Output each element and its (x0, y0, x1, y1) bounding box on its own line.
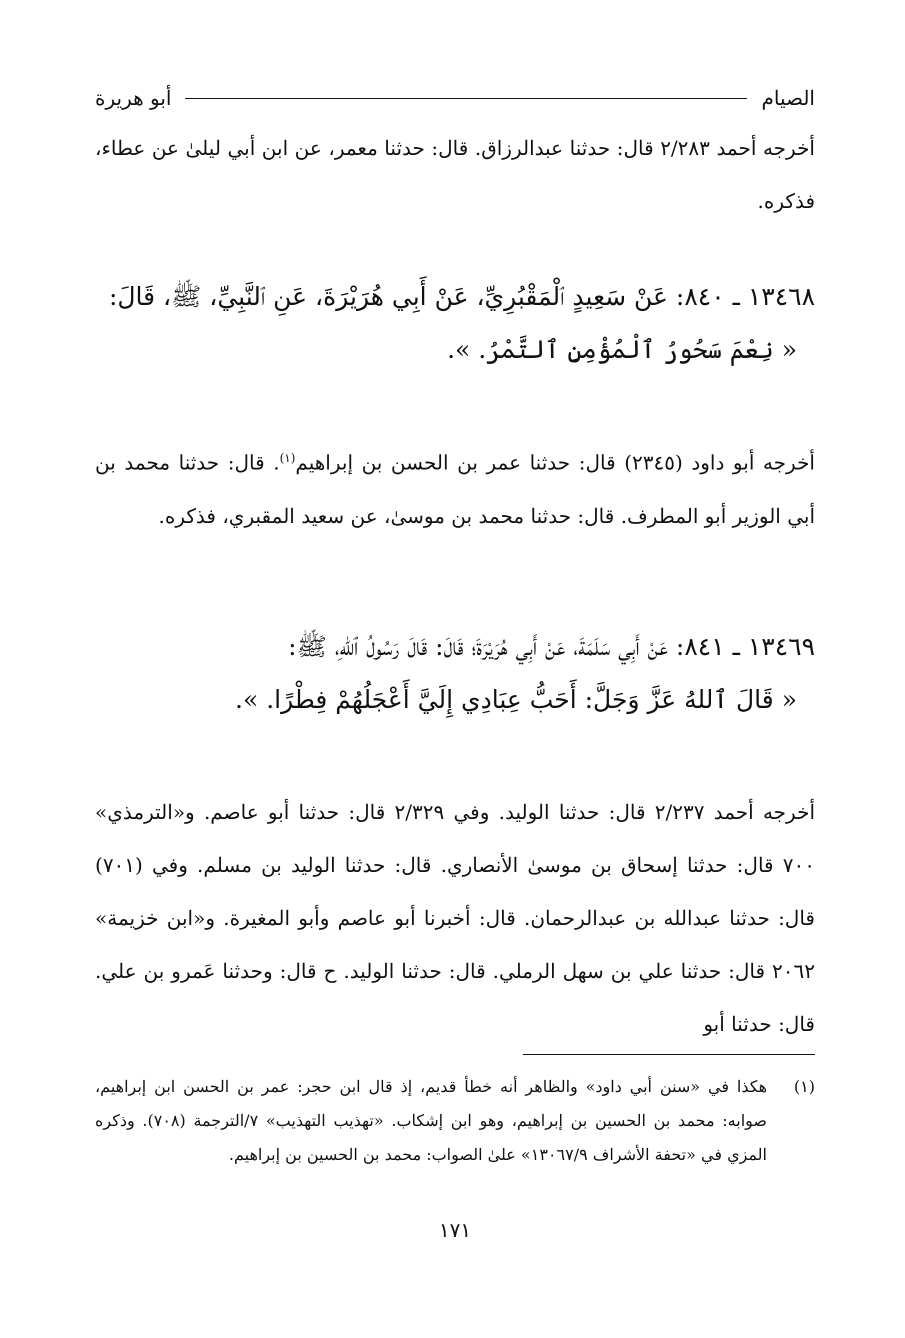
running-header (95, 84, 815, 112)
source-paragraph-1 (95, 122, 815, 228)
footnote-text: هكذا في «سنن أبي داود» والظاهر أنه خطأ قديم، إذ قال ابن حجر: عمر بن الحسن ابن إبراهيم، صوابه: محمد بن الحسين بن إبراهيم، وهو ابن إشكاب. «تهذيب التهذيب» ٧/الترجمة (٧٠٨). وذكره المزي في «تحفة الأشراف ١٣٠٦٧/٩» علىٰ الصواب: محمد بن الحسين بن إبراهيم. (95, 1077, 768, 1164)
page-number: ١٧١ (438, 1218, 472, 1242)
source-text-continued: . قال: حدثنا محمد بن أبي الوزير أبو المطرف. قال: حدثنا محمد بن موسىٰ، عن سعيد المقبري، فذكره. (95, 450, 815, 528)
hadith-isnad: ١٣٤٦٩ ـ ٨٤١: عَنْ أَبِي سَلَمَةَ، عَنْ أَبِي هُرَيْرَةَ؛ قَالَ: قَالَ رَسُولُ ٱللهِ، ﷺ: (288, 632, 815, 661)
hadith-isnad: ١٣٤٦٨ ـ ٨٤٠: عَنْ سَعِيدٍ ٱلْمَقْبُرِيِّ، عَنْ أَبِي هُرَيْرَةَ، عَنِ ٱلنَّبِيِّ، ﷺ، قَالَ: (108, 282, 815, 311)
header-rule (185, 98, 747, 99)
source-text: أخرجه أحمد ٢/٢٨٣ قال: حدثنا عبدالرزاق. قال: حدثنا معمر، عن ابن أبي ليلىٰ عن عطاء، فذكره. (95, 136, 815, 213)
footnote (95, 1070, 815, 1172)
source-paragraph-2 (95, 432, 815, 543)
footnote-separator (523, 1054, 815, 1055)
hadith-13469 (95, 620, 815, 726)
source-text: أخرجه أبو داود (٢٣٤٥) قال: حدثنا عمر بن الحسن بن إبراهيم (295, 450, 815, 475)
footnote-reference[interactable]: (١) (279, 451, 296, 465)
hadith-13468 (95, 270, 815, 376)
hadith-matn: « قَالَ ٱللهُ عَزَّ وَجَلَّ: أَحَبُّ عِبَادِي إِلَيَّ أَعْجَلُهُمْ فِطْرًا. ». (235, 685, 797, 714)
narrator-title: أبو هريرة (95, 86, 172, 110)
footnote-number: (١) (793, 1077, 815, 1096)
hadith-matn: « نِعْمَ سَحُورُ ٱلْمُؤْمِنِ ٱلتَّمْرُ. ». (447, 335, 797, 364)
source-paragraph-3 (95, 786, 815, 1051)
source-text: أخرجه أحمد ٢/٢٣٧ قال: حدثنا الوليد. وفي ٢/٣٢٩ قال: حدثنا أبو عاصم. و«الترمذي» ٧٠٠ قال: حدثنا إسحاق بن موسىٰ الأنصاري. قال: حدثنا الوليد بن مسلم. وفي (٧٠١) قال: حدثنا عبدالله بن عبدالرحمان. قال: أخبرنا أبو عاصم وأبو المغيرة. و«ابن خزيمة» ٢٠٦٢ قال: حدثنا علي بن سهل الرملي. قال: حدثنا الوليد. ح قال: وحدثنا عَمرو بن علي. قال: حدثنا أبو (95, 800, 815, 1036)
chapter-title: الصيام (761, 86, 815, 110)
book-page (95, 70, 815, 1298)
